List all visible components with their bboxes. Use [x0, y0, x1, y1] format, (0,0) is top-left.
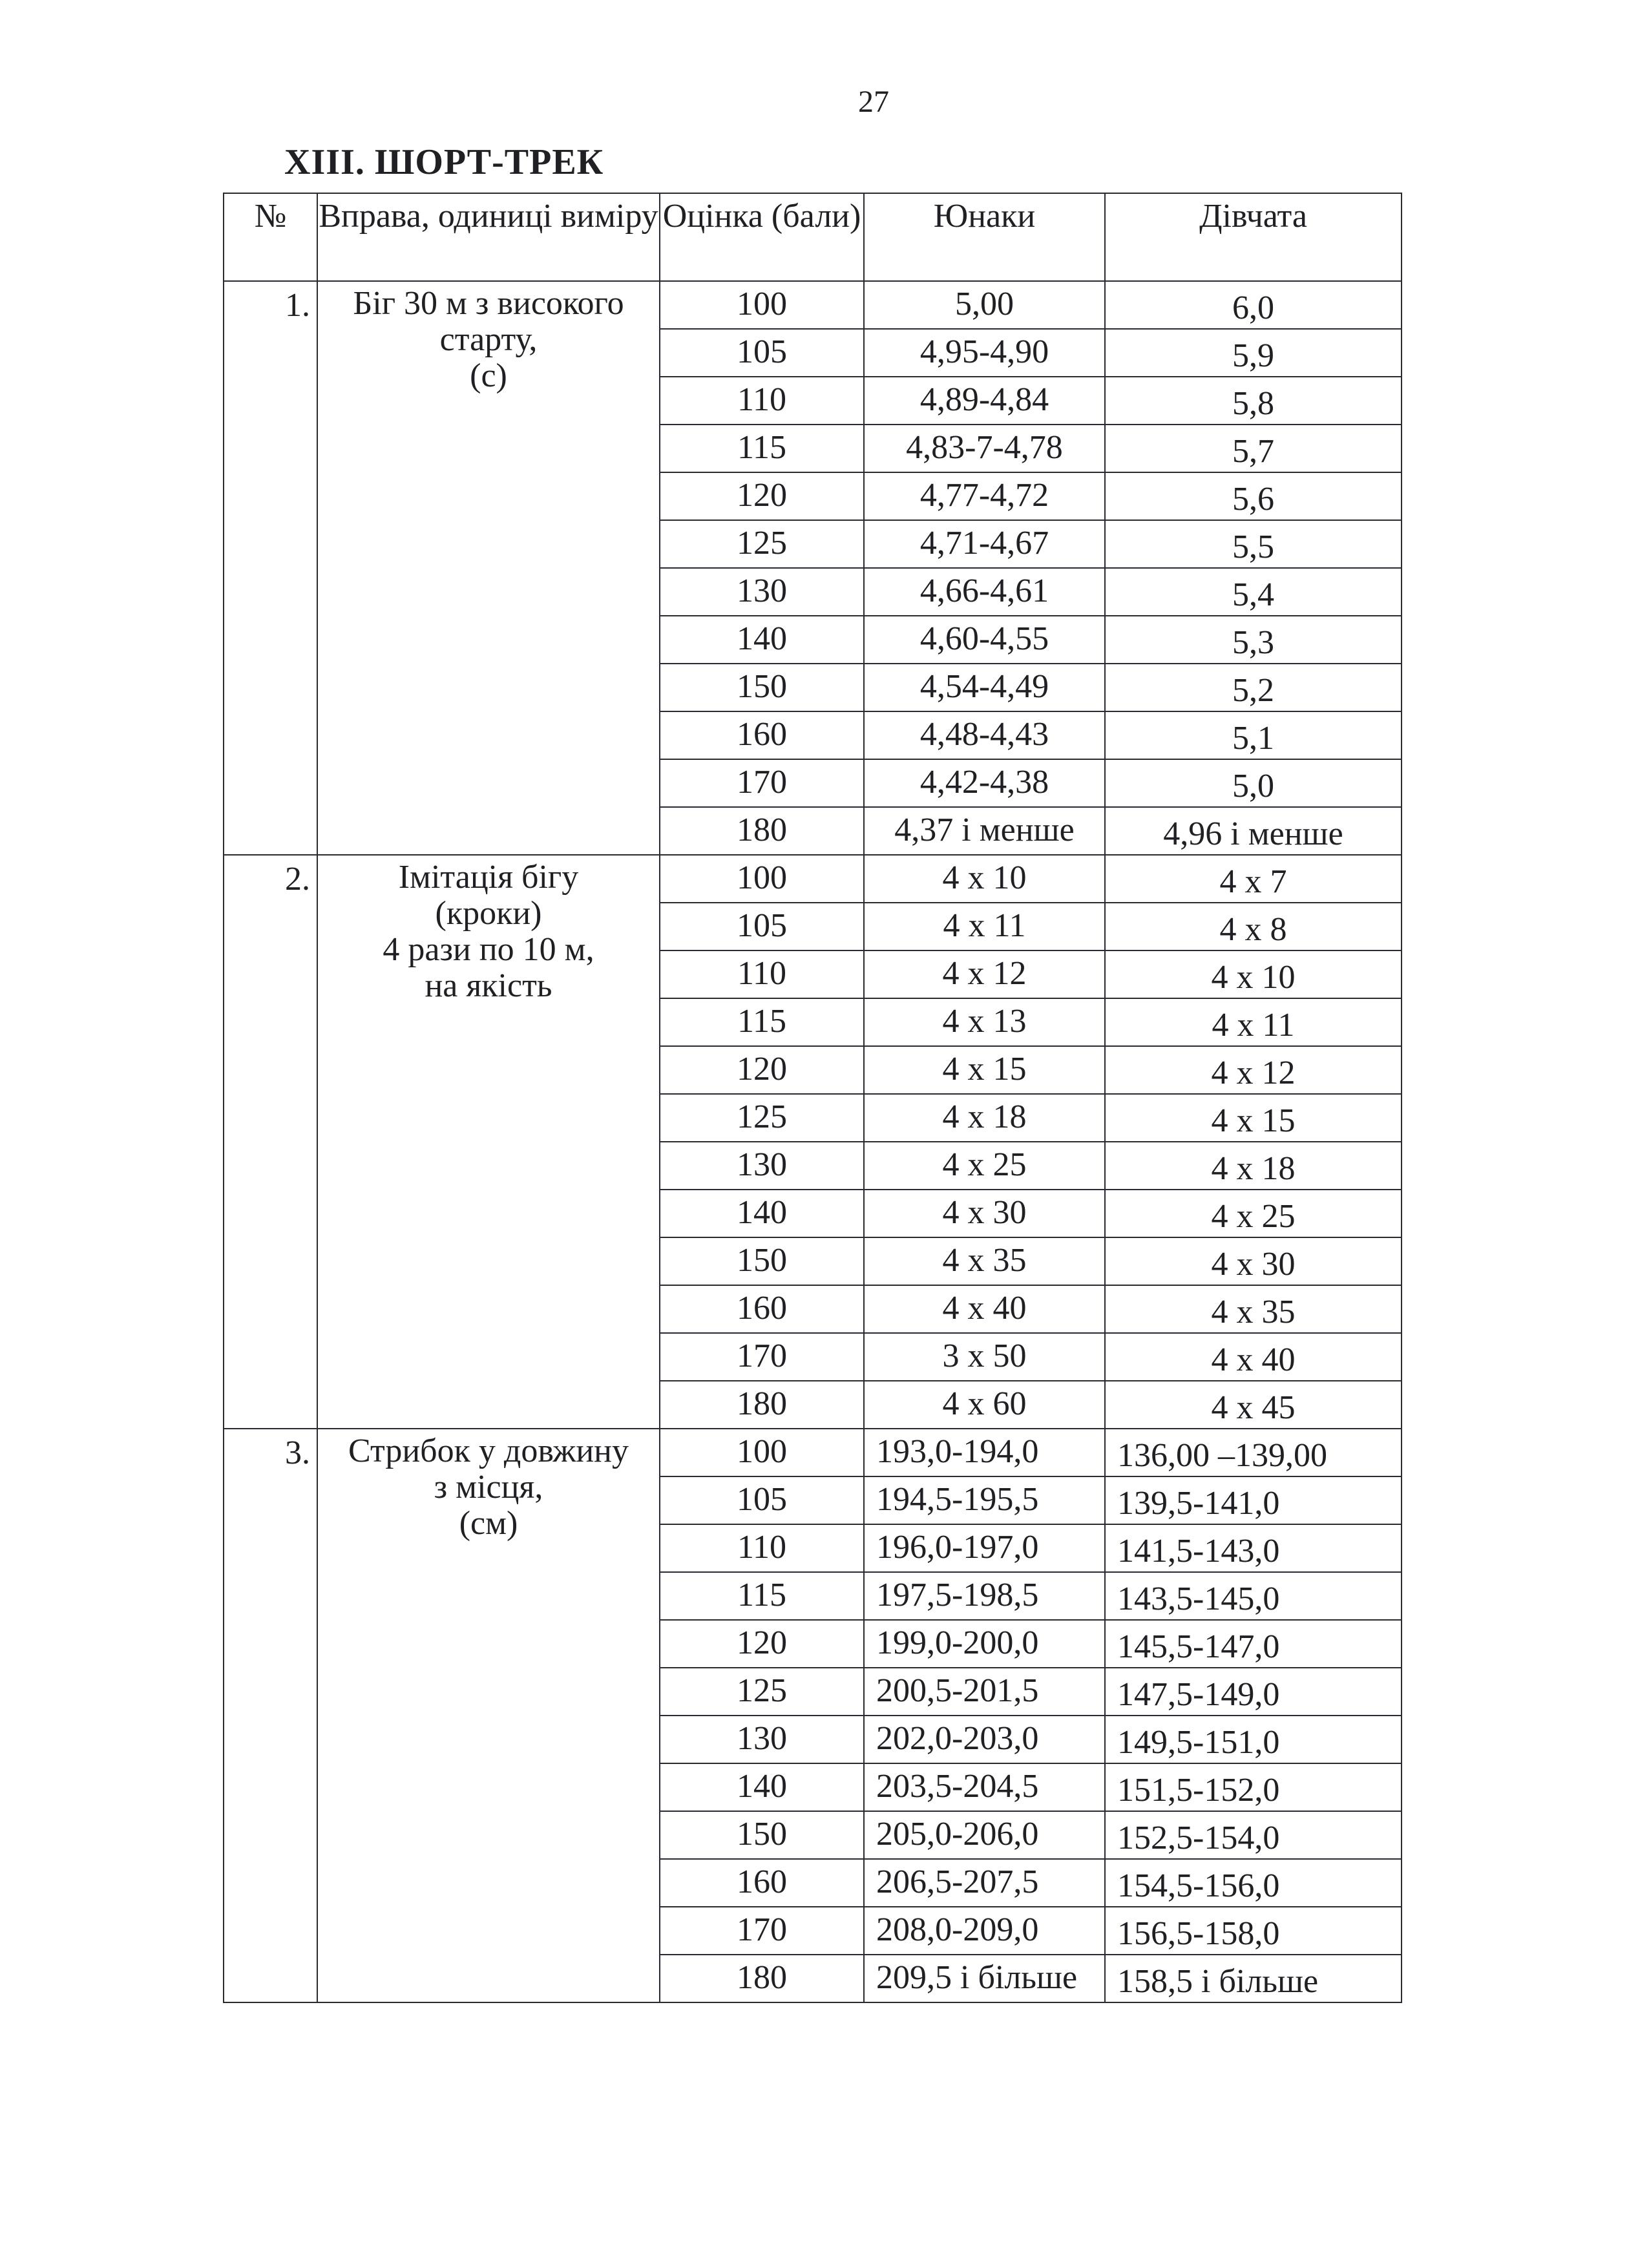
girls-cell: 154,5-156,0 [1105, 1859, 1402, 1907]
boys-cell: 4 х 11 [864, 903, 1105, 950]
boys-cell: 3 х 50 [864, 1333, 1105, 1381]
table-row [224, 1429, 1402, 1476]
score-cell: 115 [660, 1572, 864, 1620]
boys-cell: 4,89-4,84 [864, 377, 1105, 425]
score-cell: 100 [660, 281, 864, 329]
header-exercise: Вправа, одиниці виміру [317, 193, 660, 281]
score-cell: 160 [660, 1285, 864, 1333]
boys-cell: 4,37 і менше [864, 807, 1105, 855]
score-cell: 150 [660, 1811, 864, 1859]
exercise-number: 1. [224, 281, 317, 855]
header-boys: Юнаки [864, 193, 1105, 281]
girls-cell: 6,0 [1105, 281, 1402, 329]
boys-cell: 199,0-200,0 [864, 1620, 1105, 1668]
score-cell: 110 [660, 377, 864, 425]
girls-cell: 4,96 і менше [1105, 807, 1402, 855]
girls-cell: 141,5-143,0 [1105, 1524, 1402, 1572]
boys-cell: 4 х 18 [864, 1094, 1105, 1142]
girls-cell: 147,5-149,0 [1105, 1668, 1402, 1716]
boys-cell: 194,5-195,5 [864, 1476, 1105, 1524]
girls-cell: 139,5-141,0 [1105, 1476, 1402, 1524]
girls-cell: 4 х 7 [1105, 855, 1402, 903]
exercise-number: 2. [224, 855, 317, 1429]
score-cell: 130 [660, 1142, 864, 1190]
score-cell: 160 [660, 711, 864, 759]
boys-cell: 202,0-203,0 [864, 1716, 1105, 1763]
score-cell: 130 [660, 568, 864, 616]
score-cell: 170 [660, 1907, 864, 1955]
score-cell: 115 [660, 998, 864, 1046]
girls-cell: 4 х 40 [1105, 1333, 1402, 1381]
score-cell: 180 [660, 1955, 864, 2002]
header-score: Оцінка (бали) [660, 193, 864, 281]
score-cell: 180 [660, 1381, 864, 1429]
boys-cell: 4 х 35 [864, 1237, 1105, 1285]
girls-cell: 5,5 [1105, 520, 1402, 568]
score-cell: 105 [660, 1476, 864, 1524]
girls-cell: 4 х 45 [1105, 1381, 1402, 1429]
boys-cell: 193,0-194,0 [864, 1429, 1105, 1476]
score-cell: 125 [660, 520, 864, 568]
boys-cell: 4,42-4,38 [864, 759, 1105, 807]
boys-cell: 4,77-4,72 [864, 472, 1105, 520]
table-row [224, 855, 1402, 903]
girls-cell: 4 х 30 [1105, 1237, 1402, 1285]
exercise-name: Стрибок у довжину з місця, (см) [317, 1429, 660, 2002]
norms-table [223, 193, 1402, 2003]
score-cell: 130 [660, 1716, 864, 1763]
score-cell: 120 [660, 472, 864, 520]
score-cell: 120 [660, 1620, 864, 1668]
boys-cell: 4 х 15 [864, 1046, 1105, 1094]
score-cell: 150 [660, 1237, 864, 1285]
girls-cell: 5,8 [1105, 377, 1402, 425]
score-cell: 115 [660, 425, 864, 472]
score-cell: 105 [660, 329, 864, 377]
girls-cell: 5,1 [1105, 711, 1402, 759]
boys-cell: 4 х 13 [864, 998, 1105, 1046]
boys-cell: 4,95-4,90 [864, 329, 1105, 377]
score-cell: 125 [660, 1668, 864, 1716]
score-cell: 125 [660, 1094, 864, 1142]
girls-cell: 5,4 [1105, 568, 1402, 616]
girls-cell: 145,5-147,0 [1105, 1620, 1402, 1668]
boys-cell: 4,48-4,43 [864, 711, 1105, 759]
girls-cell: 4 х 18 [1105, 1142, 1402, 1190]
exercise-name: Імітація бігу (кроки) 4 рази по 10 м, на якість [317, 855, 660, 1429]
girls-cell: 149,5-151,0 [1105, 1716, 1402, 1763]
boys-cell: 196,0-197,0 [864, 1524, 1105, 1572]
girls-cell: 152,5-154,0 [1105, 1811, 1402, 1859]
score-cell: 105 [660, 903, 864, 950]
girls-cell: 4 х 25 [1105, 1190, 1402, 1237]
score-cell: 150 [660, 664, 864, 711]
boys-cell: 200,5-201,5 [864, 1668, 1105, 1716]
boys-cell: 4,60-4,55 [864, 616, 1105, 664]
score-cell: 100 [660, 1429, 864, 1476]
exercise-name: Біг 30 м з високого старту, (с) [317, 281, 660, 855]
boys-cell: 4,66-4,61 [864, 568, 1105, 616]
score-cell: 140 [660, 1190, 864, 1237]
girls-cell: 4 х 10 [1105, 950, 1402, 998]
score-cell: 110 [660, 1524, 864, 1572]
girls-cell: 4 х 12 [1105, 1046, 1402, 1094]
boys-cell: 209,5 і більше [864, 1955, 1105, 2002]
girls-cell: 5,3 [1105, 616, 1402, 664]
score-cell: 100 [660, 855, 864, 903]
girls-cell: 5,9 [1105, 329, 1402, 377]
score-cell: 120 [660, 1046, 864, 1094]
boys-cell: 5,00 [864, 281, 1105, 329]
page-number: 27 [858, 85, 889, 119]
norms-table-body [224, 281, 1402, 2002]
score-cell: 140 [660, 1763, 864, 1811]
boys-cell: 197,5-198,5 [864, 1572, 1105, 1620]
table-row [224, 281, 1402, 329]
score-cell: 140 [660, 616, 864, 664]
header-num: № [224, 193, 317, 281]
girls-cell: 158,5 і більше [1105, 1955, 1402, 2002]
score-cell: 180 [660, 807, 864, 855]
girls-cell: 156,5-158,0 [1105, 1907, 1402, 1955]
girls-cell: 4 х 11 [1105, 998, 1402, 1046]
girls-cell: 5,2 [1105, 664, 1402, 711]
header-girls: Дівчата [1105, 193, 1402, 281]
score-cell: 110 [660, 950, 864, 998]
boys-cell: 4 х 10 [864, 855, 1105, 903]
boys-cell: 4,83-7-4,78 [864, 425, 1105, 472]
boys-cell: 4 х 25 [864, 1142, 1105, 1190]
girls-cell: 5,6 [1105, 472, 1402, 520]
girls-cell: 4 х 15 [1105, 1094, 1402, 1142]
girls-cell: 5,0 [1105, 759, 1402, 807]
boys-cell: 4 х 40 [864, 1285, 1105, 1333]
section-title: XIII. ШОРТ-ТРЕК [284, 142, 604, 182]
boys-cell: 4,54-4,49 [864, 664, 1105, 711]
header-row [224, 193, 1402, 281]
boys-cell: 4 х 12 [864, 950, 1105, 998]
boys-cell: 208,0-209,0 [864, 1907, 1105, 1955]
girls-cell: 143,5-145,0 [1105, 1572, 1402, 1620]
score-cell: 160 [660, 1859, 864, 1907]
score-cell: 170 [660, 759, 864, 807]
score-cell: 170 [660, 1333, 864, 1381]
girls-cell: 4 х 35 [1105, 1285, 1402, 1333]
boys-cell: 203,5-204,5 [864, 1763, 1105, 1811]
girls-cell: 151,5-152,0 [1105, 1763, 1402, 1811]
girls-cell: 5,7 [1105, 425, 1402, 472]
boys-cell: 4 х 60 [864, 1381, 1105, 1429]
girls-cell: 4 х 8 [1105, 903, 1402, 950]
exercise-number: 3. [224, 1429, 317, 2002]
boys-cell: 4,71-4,67 [864, 520, 1105, 568]
girls-cell: 136,00 –139,00 [1105, 1429, 1402, 1476]
boys-cell: 206,5-207,5 [864, 1859, 1105, 1907]
boys-cell: 205,0-206,0 [864, 1811, 1105, 1859]
boys-cell: 4 х 30 [864, 1190, 1105, 1237]
